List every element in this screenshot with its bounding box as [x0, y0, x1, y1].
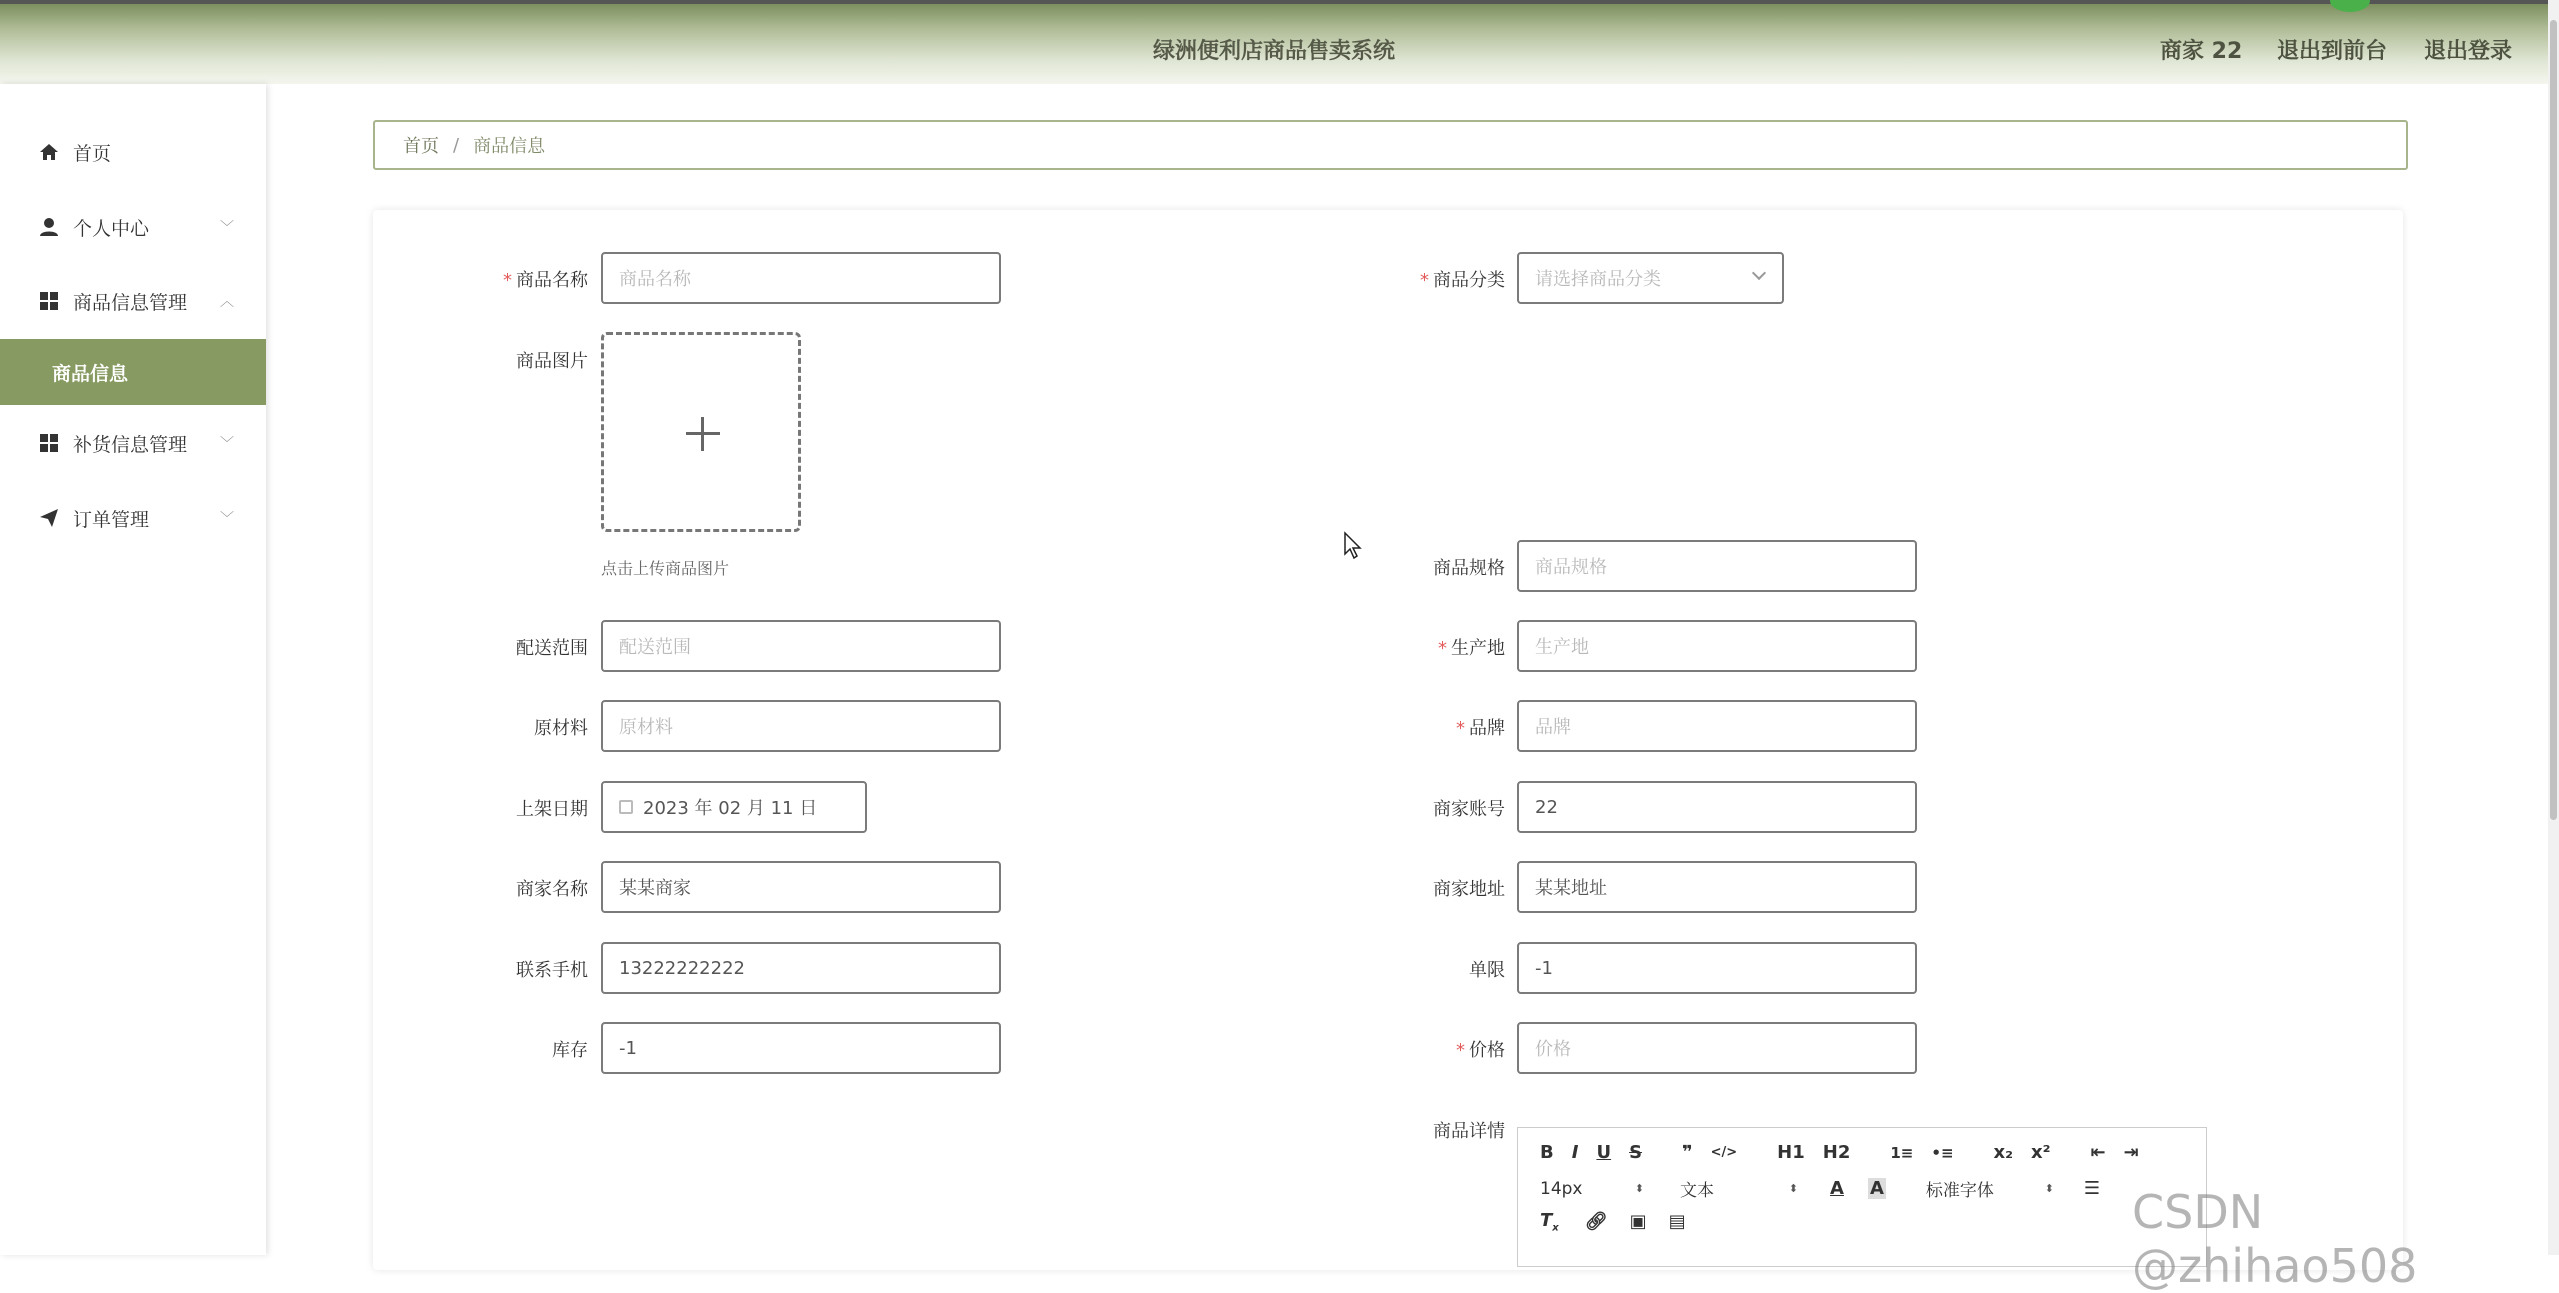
listing-date-value: 2023 年 02 月 11 日 — [643, 798, 818, 819]
image-icon[interactable]: ▣ — [1629, 1211, 1647, 1233]
sidebar-item-label: 订单管理 — [73, 508, 150, 531]
editor-toolbar-row-3 — [1540, 1210, 1704, 1234]
material-input[interactable]: 原材料 — [601, 700, 1001, 752]
watermark: CSDN @zhihao508 — [2132, 1185, 2418, 1293]
sidebar-item-profile[interactable] — [0, 198, 266, 256]
listing-date-picker[interactable] — [601, 781, 867, 833]
chevron-down-icon: ﹀ — [220, 436, 234, 452]
merchant-name-input[interactable]: 某某商家 — [601, 861, 1001, 913]
h1-button[interactable]: H1 — [1777, 1142, 1805, 1163]
price-input[interactable]: 价格 — [1517, 1022, 1917, 1074]
sidebar-item-home[interactable] — [0, 123, 266, 181]
breadcrumb-separator: / — [453, 134, 460, 156]
font-size-select[interactable]: 14px ⬍ — [1540, 1178, 1644, 1199]
sidebar — [0, 84, 266, 1255]
product-image-label: 商品图片 — [516, 351, 588, 372]
spec-label: 商品规格 — [1433, 558, 1505, 579]
video-icon[interactable]: ▤ — [1668, 1211, 1686, 1233]
blockquote-button[interactable]: ❞ — [1682, 1142, 1693, 1163]
clear-format-icon[interactable]: $T_x$ — [1540, 1210, 1559, 1234]
editor-toolbar-row-1 — [1540, 1142, 2157, 1163]
product-name-label: * 商品名称 — [503, 270, 588, 291]
merchant-name-label: 商家名称 — [516, 879, 588, 900]
sidebar-item-product-management[interactable] — [0, 272, 266, 330]
user-icon — [38, 216, 60, 238]
bullet-list-button[interactable]: •≡ — [1931, 1143, 1954, 1162]
chevron-down-icon: ﹀ — [220, 220, 234, 236]
superscript-button[interactable]: x² — [2031, 1142, 2051, 1163]
sidebar-item-product-info[interactable] — [0, 339, 266, 405]
link-icon[interactable]: 🔗︎ — [1584, 1211, 1608, 1233]
font-family-select[interactable]: 标准字体 ⬍ — [1925, 1181, 2054, 1201]
send-icon — [38, 507, 60, 529]
listing-date-label: 上架日期 — [516, 799, 588, 820]
merchant-account-label: 商家账号 — [1433, 799, 1505, 820]
outdent-button[interactable]: ⇤ — [2090, 1142, 2106, 1163]
ordered-list-button[interactable]: 1≡ — [1890, 1143, 1914, 1162]
required-mark: * — [1456, 718, 1465, 739]
font-color-icon[interactable]: A — [1830, 1178, 1844, 1199]
sidebar-item-restock-management[interactable] — [0, 414, 266, 472]
price-label: * 价格 — [1456, 1040, 1505, 1061]
chevron-down-icon: ﹀ — [220, 511, 234, 527]
indent-button[interactable]: ⇥ — [2123, 1142, 2139, 1163]
grid-icon — [38, 432, 60, 454]
underline-button[interactable]: U — [1596, 1142, 1612, 1163]
home-icon — [38, 141, 60, 163]
subscript-button[interactable]: x₂ — [1993, 1142, 2014, 1163]
sidebar-item-label: 商品信息 — [52, 362, 129, 385]
bold-button[interactable]: B — [1540, 1142, 1554, 1163]
phone-label: 联系手机 — [516, 960, 588, 981]
breadcrumb-current: 商品信息 — [473, 136, 546, 157]
sidebar-item-order-management[interactable] — [0, 489, 266, 547]
grid-icon — [38, 290, 60, 312]
merchant-address-label: 商家地址 — [1433, 879, 1505, 900]
limit-input[interactable]: -1 — [1517, 942, 1917, 994]
product-name-input[interactable]: 商品名称 — [601, 252, 1001, 304]
brand-input[interactable]: 品牌 — [1517, 700, 1917, 752]
background-color-icon[interactable]: A — [1869, 1178, 1884, 1199]
mouse-cursor-icon — [1344, 532, 1364, 560]
editor-toolbar-row-2 — [1540, 1176, 2118, 1201]
block-type-select[interactable]: 文本 ⬍ — [1680, 1181, 1798, 1201]
required-mark: * — [503, 270, 512, 291]
limit-label: 单限 — [1469, 960, 1505, 981]
category-placeholder: 请选择商品分类 — [1535, 269, 1661, 290]
strike-button[interactable]: S — [1629, 1142, 1643, 1163]
scrollbar-thumb[interactable] — [2550, 20, 2557, 820]
material-label: 原材料 — [534, 718, 588, 739]
code-block-button[interactable]: </> — [1710, 1145, 1738, 1160]
merchant-address-input[interactable]: 某某地址 — [1517, 861, 1917, 913]
align-icon[interactable]: ☰ — [2083, 1178, 2101, 1199]
category-label: * 商品分类 — [1420, 270, 1505, 291]
app-title: 绿洲便利店商品售卖系统 — [1152, 39, 1395, 64]
current-user: 商家 22 — [2160, 39, 2243, 64]
delivery-input[interactable]: 配送范围 — [601, 620, 1001, 672]
merchant-account-input[interactable]: 22 — [1517, 781, 1917, 833]
required-mark: * — [1420, 270, 1429, 291]
breadcrumb-home[interactable]: 首页 — [403, 136, 439, 157]
detail-label: 商品详情 — [1433, 1121, 1505, 1142]
spec-input[interactable]: 商品规格 — [1517, 540, 1917, 592]
origin-label: * 生产地 — [1438, 638, 1505, 659]
italic-button[interactable]: I — [1571, 1142, 1579, 1163]
stock-label: 库存 — [552, 1040, 588, 1061]
exit-to-front-link[interactable]: 退出到前台 — [2277, 39, 2388, 64]
page-scrollbar[interactable] — [2548, 0, 2559, 1255]
chevron-down-icon — [1752, 266, 1766, 280]
required-mark: * — [1456, 1040, 1465, 1061]
calendar-icon — [619, 800, 633, 814]
breadcrumb — [373, 120, 2408, 170]
sidebar-item-label: 商品信息管理 — [73, 291, 188, 314]
image-upload-box[interactable] — [601, 332, 801, 532]
origin-input[interactable]: 生产地 — [1517, 620, 1917, 672]
stock-input[interactable]: -1 — [601, 1022, 1001, 1074]
sidebar-item-label: 首页 — [73, 142, 112, 165]
top-header — [0, 0, 2548, 84]
upload-tip: 点击上传商品图片 — [601, 559, 730, 578]
sidebar-item-label: 补货信息管理 — [73, 433, 188, 456]
logout-link[interactable]: 退出登录 — [2424, 39, 2513, 64]
required-mark: * — [1438, 638, 1447, 659]
chevron-up-icon: ︿ — [220, 294, 234, 310]
delivery-label: 配送范围 — [516, 638, 588, 659]
sidebar-item-label: 个人中心 — [73, 217, 150, 240]
status-dot — [2330, 0, 2370, 12]
brand-label: * 品牌 — [1456, 718, 1505, 739]
category-select[interactable] — [1517, 252, 1784, 304]
rich-text-editor[interactable] — [1517, 1127, 2207, 1267]
h2-button[interactable]: H2 — [1822, 1142, 1851, 1163]
phone-input[interactable]: 13222222222 — [601, 942, 1001, 994]
